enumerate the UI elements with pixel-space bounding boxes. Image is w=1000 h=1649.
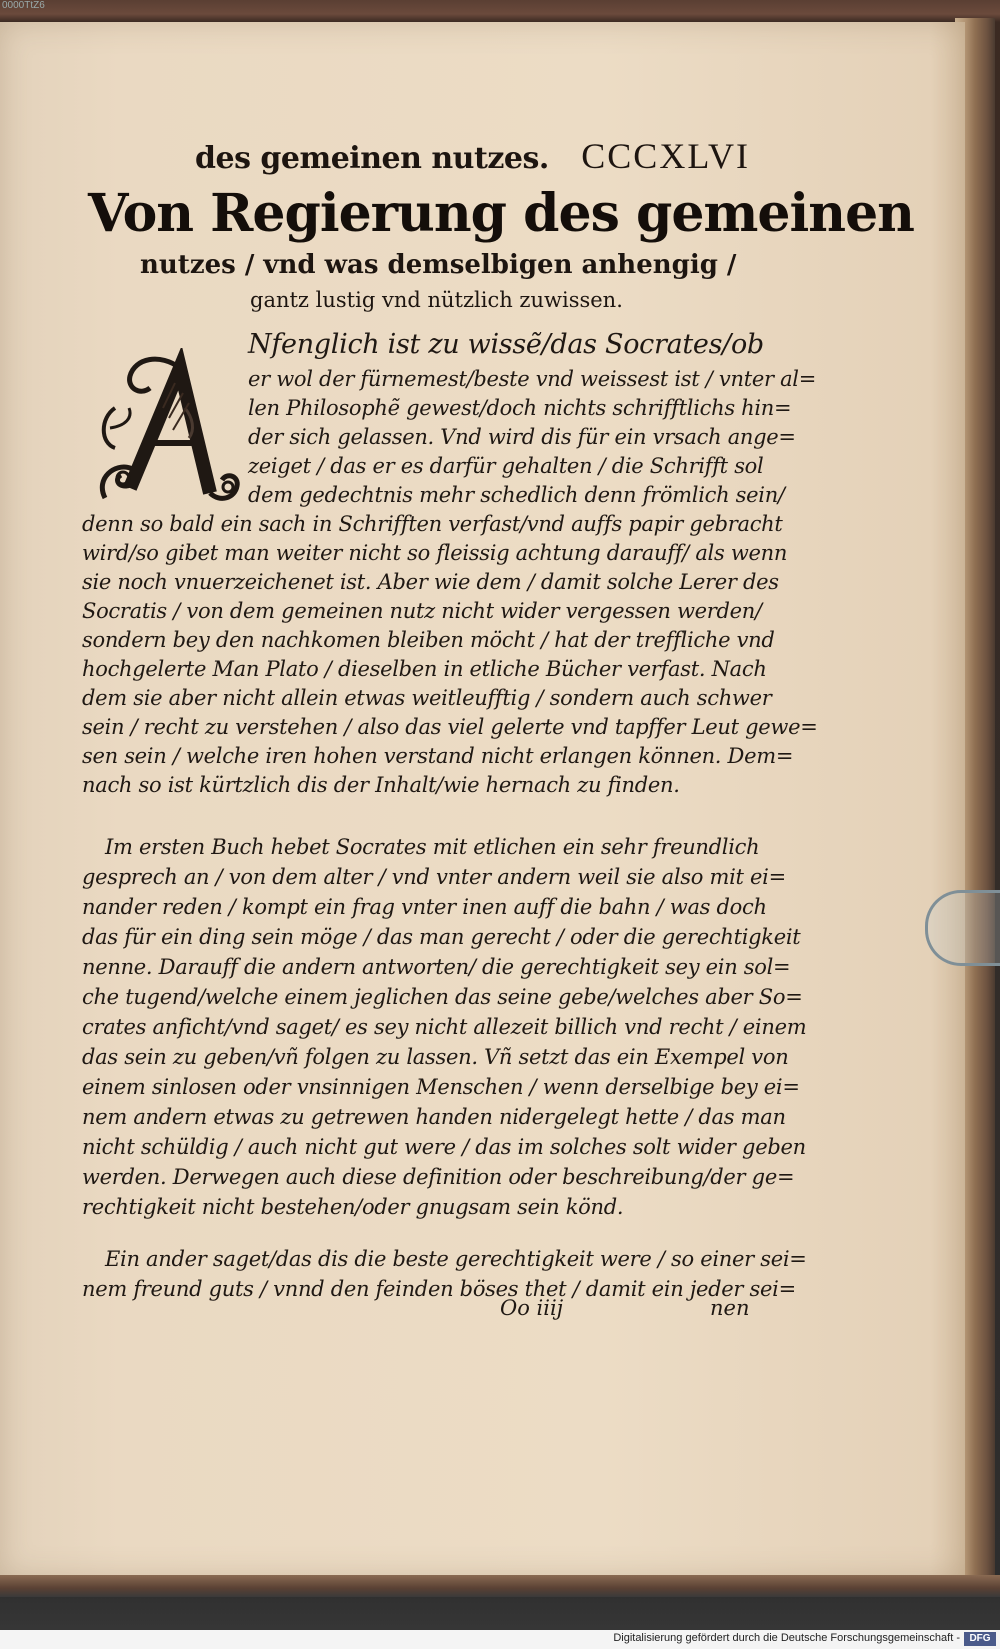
text-line: nach so ist kürtzlich dis der Inhalt/wie hernach zu finden. [82, 773, 680, 797]
text-line: sie noch vnuerzeichenet ist. Aber wie dem / damit solche Lerer des [82, 570, 779, 594]
text-line: das für ein ding sein möge / das man gerecht / oder die gerechtigkeit [82, 925, 801, 949]
folio-number: CCCXLVI [581, 136, 750, 176]
signature-mark: Oo iiij [500, 1296, 564, 1320]
text-line: Ein ander saget/das dis die beste gerechtigkeit were / so einer sei= [105, 1247, 807, 1271]
text-line: sondern bey den nachkomen bleiben möcht / hat der treffliche vnd [82, 628, 775, 652]
chapter-subtitle-line-1: nutzes / vnd was demselbigen anhengig / [140, 250, 737, 280]
footer-credit: Digitalisierung gefördert durch die Deutsche Forschungsgemeinschaft - [613, 1632, 960, 1644]
text-line: nenne. Darauff die andern antworten/ die gerechtigkeit sey ein sol= [82, 955, 791, 979]
text-line: gesprech an / von dem alter / vnd vnter andern weil sie also mit ei= [82, 865, 786, 889]
text-line: nem andern etwas zu getrewen handen nidergelegt hette / das man [82, 1105, 786, 1129]
text-line: er wol der fürnemest/beste vnd weissest ist / vnter al= [248, 367, 817, 391]
decorated-initial-icon [85, 348, 245, 508]
text-line: dem gedechtnis mehr schedlich denn frömlich sein/ [248, 483, 785, 507]
page-header [195, 135, 750, 180]
text-line: crates anficht/vnd saget/ es sey nicht allezeit billich vnd recht / einem [82, 1015, 807, 1039]
chapter-subtitle-line-2: gantz lustig vnd nützlich zuwissen. [250, 288, 623, 312]
page-bottom-edge [0, 1575, 1000, 1597]
text-line: einem sinlosen oder vnsinnigen Menschen / wenn derselbige bey ei= [82, 1075, 800, 1099]
running-head: des gemeinen nutzes. [195, 141, 549, 176]
text-line: nicht schüldig / auch nicht gut were / das im solches solt wider geben [82, 1135, 806, 1159]
text-line: der sich gelassen. Vnd wird dis für ein vrsach ange= [248, 425, 796, 449]
text-line: Socratis / von dem gemeinen nutz nicht wider vergessen werden/ [82, 599, 762, 623]
text-line: werden. Derwegen auch diese definition oder beschreibung/der ge= [82, 1165, 795, 1189]
text-line: wird/so gibet man weiter nicht so fleissig achtung darauff/ als wenn [82, 541, 788, 565]
text-line: Im ersten Buch hebet Socrates mit etlichen ein sehr freundlich [105, 835, 760, 859]
scan-id-label: 0000TtZ6 [2, 0, 45, 11]
text-line: dem sie aber nicht allein etwas weitleufftig / sondern auch schwer [82, 686, 772, 710]
text-line: denn so bald ein sach in Schrifften verfast/vnd auffs papir gebracht [82, 512, 783, 536]
text-line: sein / recht zu verstehen / also das viel gelerte vnd tapffer Leut gewe= [82, 715, 818, 739]
text-line: zeiget / das er es darfür gehalten / die Schrifft sol [248, 454, 764, 478]
page-clip-icon [925, 890, 1000, 966]
text-line: nander reden / kompt ein frag vnter inen auff die bahn / was doch [82, 895, 767, 919]
dfg-logo-icon: DFG [964, 1632, 996, 1646]
text-line: rechtigkeit nicht bestehen/oder gnugsam sein könd. [82, 1195, 624, 1219]
chapter-title: Von Regierung des gemeinen [88, 183, 914, 244]
text-line: Nfenglich ist zu wissẽ/das Socrates/ob [248, 329, 764, 360]
text-line: sen sein / welche iren hohen verstand nicht erlangen können. Dem= [82, 744, 794, 768]
text-line: das sein zu geben/vñ folgen zu lassen. Vñ setzt das ein Exempel von [82, 1045, 789, 1069]
text-line: hochgelerte Man Plato / dieselben in etliche Bücher verfast. Nach [82, 657, 767, 681]
text-line: che tugend/welche einem jeglichen das seine gebe/welches aber So= [82, 985, 803, 1009]
text-line: nem freund guts / vnnd den feinden böses thet / damit ein jeder sei= [82, 1277, 796, 1301]
text-line: len Philosophẽ gewest/doch nichts schrifftlichs hin= [248, 396, 792, 420]
catchword: nen [710, 1296, 750, 1320]
